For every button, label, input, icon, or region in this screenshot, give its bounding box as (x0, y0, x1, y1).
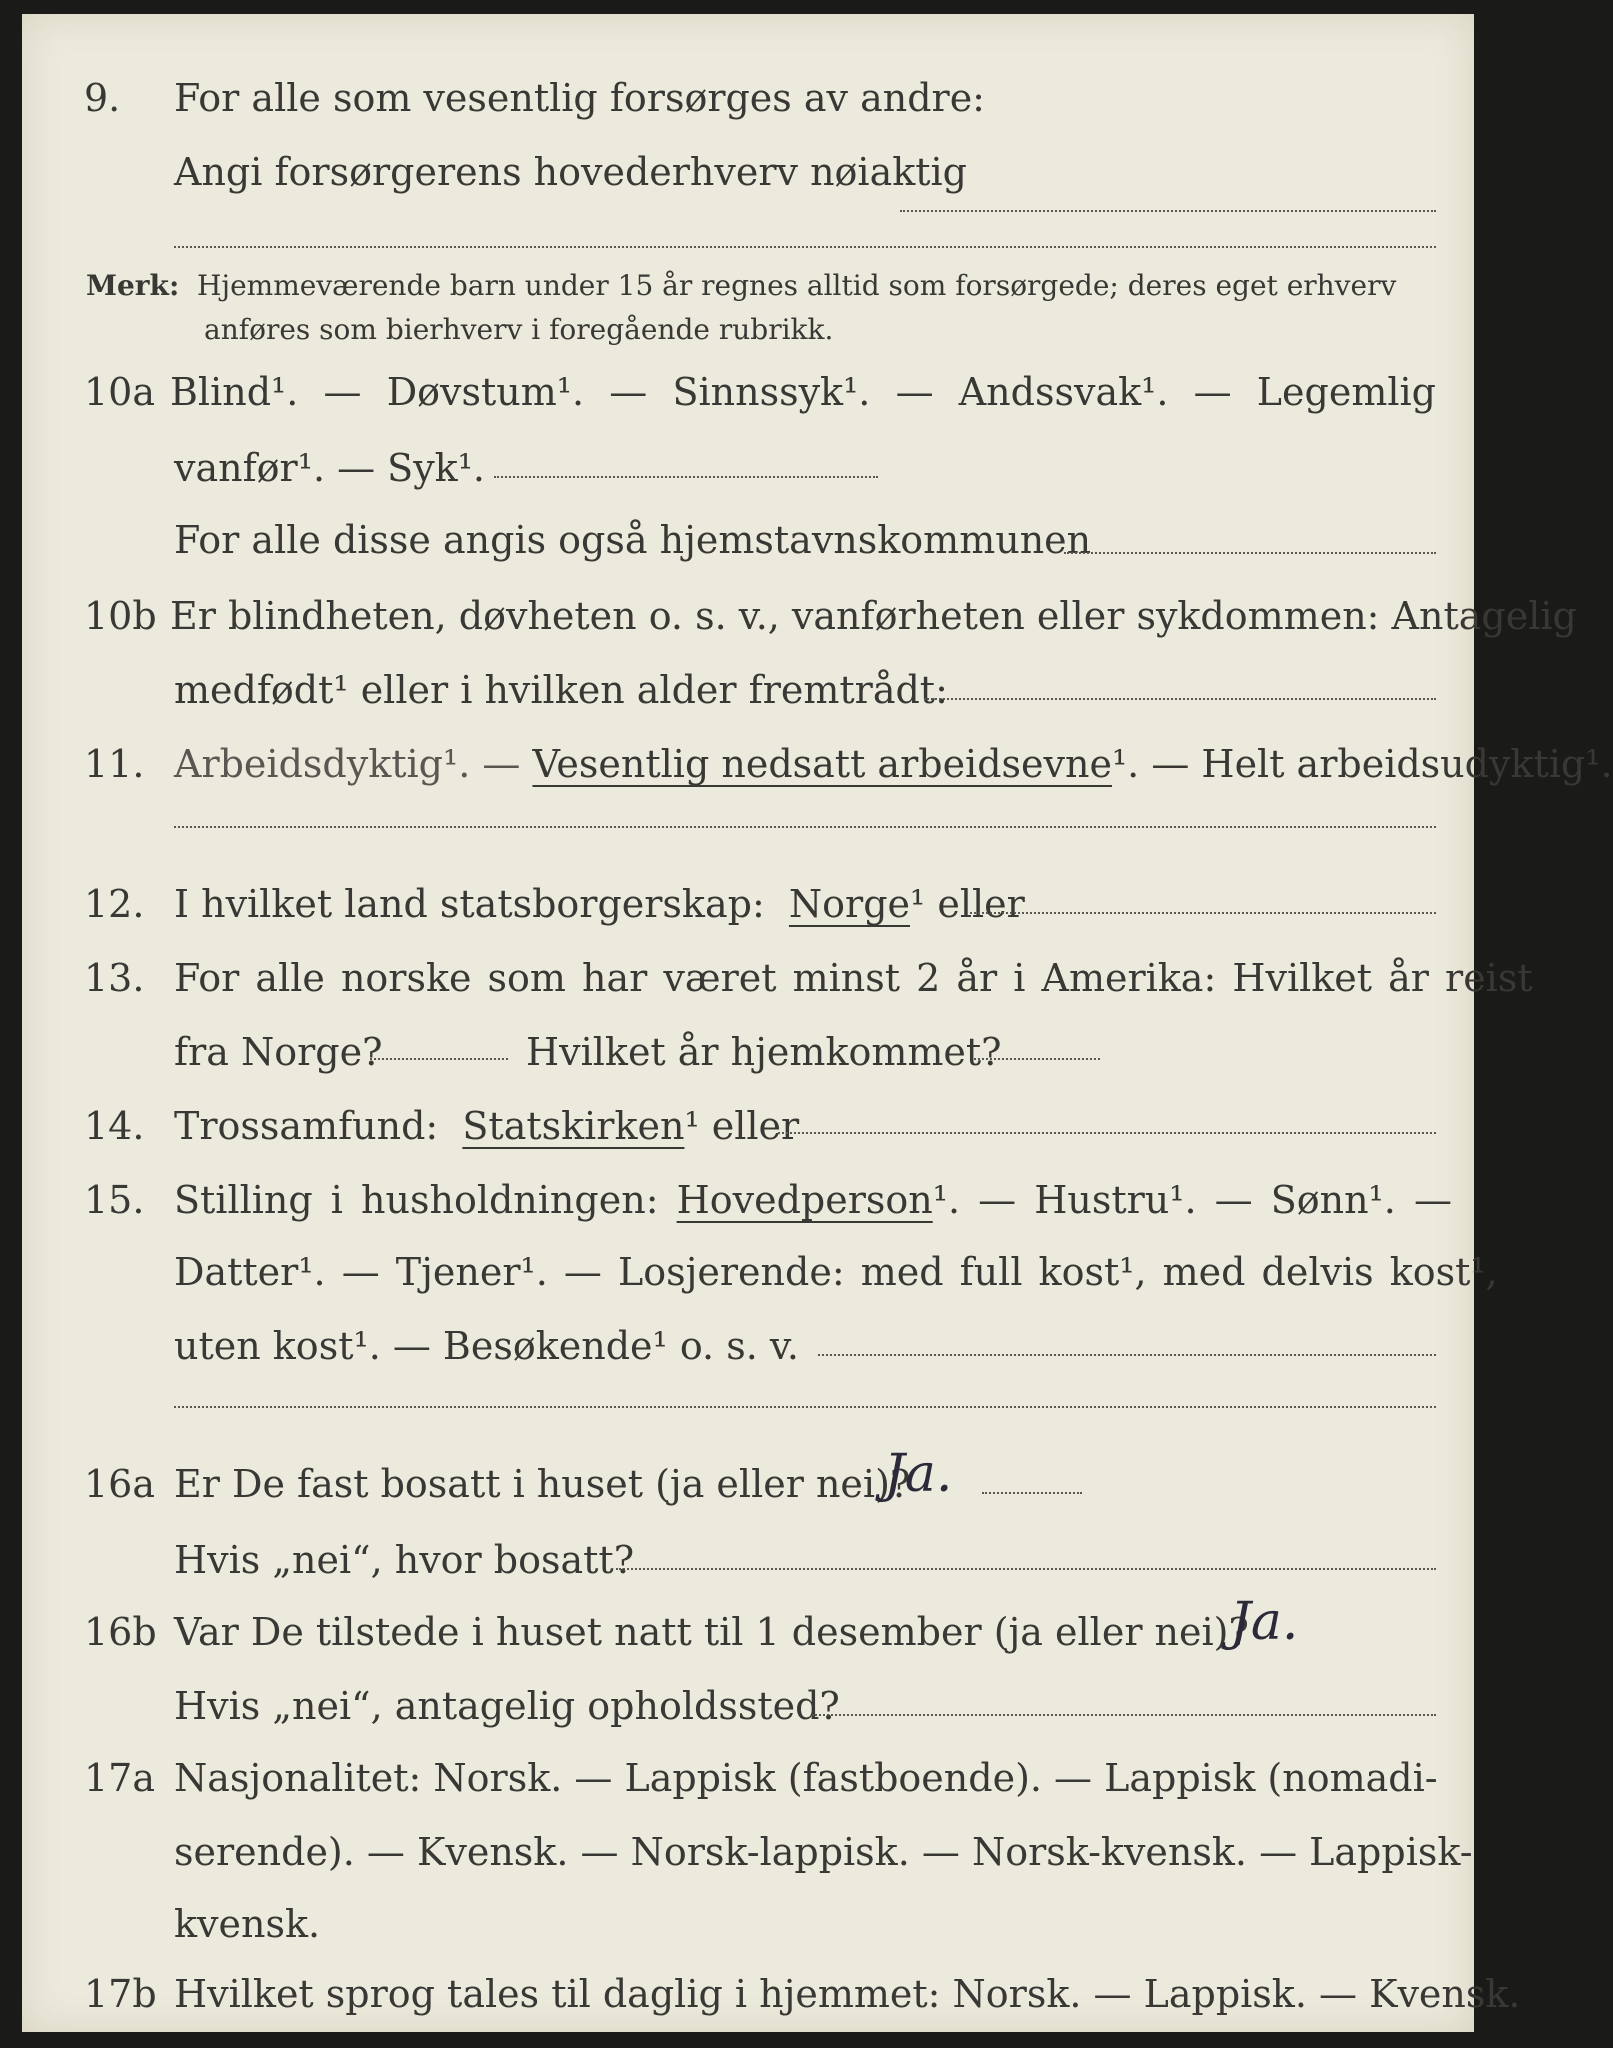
q12-number: 12. (84, 882, 145, 926)
q9-answer-line[interactable] (900, 210, 1436, 212)
q17a-line2[interactable]: serende). — Kvensk. — Norsk-lappisk. — Norsk-kvensk. — Lappisk- (174, 1830, 1473, 1874)
option-arbeidsdyktig[interactable]: Arbeidsdyktig¹. — (174, 742, 521, 786)
merk-label: Merk: (86, 269, 180, 302)
q15-number: 15. (84, 1178, 145, 1222)
q16a-number: 16a (84, 1462, 156, 1506)
option-vesentlig-nedsatt-underlined[interactable]: Vesentlig nedsatt arbeidsevne (532, 742, 1112, 786)
q9-answer-line-2[interactable] (174, 246, 1436, 248)
q10a-line2: vanfør¹. — Syk¹. (174, 446, 486, 490)
q14-eller: ¹ eller (684, 1104, 800, 1148)
q11-number: 11. (84, 742, 145, 786)
q16b-line2: Hvis „nei“, antagelig opholdssted? (174, 1684, 840, 1728)
census-form-page (22, 14, 1613, 2032)
option-helt-arbeidsudyktig[interactable]: ¹. — Helt arbeidsudyktig¹. (1111, 742, 1613, 786)
q12-question: I hvilket land statsborgerskap: (174, 882, 765, 926)
q12-line (174, 882, 1025, 926)
q12-answer-line[interactable] (970, 912, 1436, 914)
option-norge-underlined[interactable]: Norge (788, 882, 911, 926)
q14-line (174, 1104, 799, 1148)
q16a-bosatt-answer-line[interactable] (616, 1568, 1436, 1570)
option-statskirken-underlined[interactable]: Statskirken (462, 1104, 685, 1148)
q15-line2[interactable]: Datter¹. — Tjener¹. — Losjerende: med full kost¹, med delvis kost¹, (174, 1250, 1498, 1294)
q16b-line1: Var De tilstede i huset natt til 1 desember (ja eller nei)? (174, 1610, 1249, 1654)
dash: — (895, 370, 934, 414)
q15-line1 (174, 1178, 1452, 1222)
q16a-handwritten-answer[interactable]: Ja. (884, 1444, 953, 1504)
q13-hjemkommet: Hvilket år hjemkommet? (526, 1030, 1002, 1074)
merk-line2: anføres som bierhverv i foregående rubrikk. (204, 313, 834, 346)
q9-line2: Angi forsørgerens hovederhverv nøiaktig (174, 150, 968, 194)
q10a-line1 (170, 370, 1436, 414)
option-sinnssyk[interactable]: Sinnssyk¹. (672, 370, 871, 414)
q12-eller: ¹ eller (910, 882, 1025, 926)
q13-number: 13. (84, 956, 145, 1000)
q10a-hjemstavn-answer-line[interactable] (1064, 552, 1436, 554)
option-andssvak[interactable]: Andssvak¹. (958, 370, 1169, 414)
q10b-line2: medfødt¹ eller i hvilken alder fremtrådt: (174, 668, 948, 712)
q15-answer-line[interactable] (818, 1354, 1436, 1356)
option-hovedperson-underlined[interactable]: Hovedperson (676, 1178, 933, 1222)
option-blind[interactable]: Blind¹. (170, 370, 299, 414)
merk-line1: Hjemmeværende barn under 15 år regnes alltid som forsørgede; deres eget erhverv (197, 269, 1397, 302)
q17b-number: 17b (84, 1972, 157, 2016)
q10b-answer-line[interactable] (924, 698, 1436, 700)
q15-line3[interactable]: uten kost¹. — Besøkende¹ o. s. v. (174, 1324, 799, 1368)
q15-answer-line-2[interactable] (174, 1406, 1436, 1408)
option-legemlig[interactable]: Legemlig (1256, 370, 1436, 414)
dash: — (609, 370, 648, 414)
q10b-number: 10b (84, 594, 157, 638)
q17b-line1[interactable]: Hvilket sprog tales til daglig i hjemmet: Norsk. — Lappisk. — Kvensk. (174, 1972, 1521, 2016)
q17a-line1[interactable]: Nasjonalitet: Norsk. — Lappisk (fastboende). — Lappisk (nomadi- (174, 1756, 1438, 1800)
q11-answer-line[interactable] (174, 826, 1436, 828)
q17a-line3[interactable]: kvensk. (174, 1902, 321, 1946)
q10a-number: 10a (84, 370, 156, 414)
q10a-syk-answer-line[interactable] (494, 476, 878, 478)
q10b-line1: Er blindheten, døvheten o. s. v., vanførheten eller sykdommen: Antagelig (170, 594, 1577, 638)
dash: — (323, 370, 362, 414)
q16a-line2: Hvis „nei“, hvor bosatt? (174, 1538, 635, 1582)
q11-line (174, 742, 1613, 786)
q10a-line3: For alle disse angis også hjemstavnskommunen (174, 518, 1092, 562)
q13-reist-answer-line[interactable] (370, 1058, 508, 1060)
q14-answer-line[interactable] (778, 1132, 1436, 1134)
q14-number: 14. (84, 1104, 145, 1148)
q15-question: Stilling i husholdningen: (174, 1178, 659, 1222)
q16b-handwritten-answer[interactable]: Ja. (1230, 1592, 1299, 1652)
dash: — (1193, 370, 1232, 414)
q16a-line1: Er De fast bosatt i huset (ja eller nei)? (174, 1462, 911, 1506)
q13-reist: fra Norge? (174, 1030, 383, 1074)
q14-question: Trossamfund: (174, 1104, 439, 1148)
q16b-number: 16b (84, 1610, 157, 1654)
q15-options-1[interactable]: ¹. — Hustru¹. — Sønn¹. — (932, 1178, 1452, 1222)
q13-line1: For alle norske som har været minst 2 år i Amerika: Hvilket år reist (174, 956, 1533, 1000)
q17a-number: 17a (84, 1756, 156, 1800)
q16a-answer-line[interactable] (982, 1492, 1082, 1494)
q9-number: 9. (84, 76, 121, 120)
q16b-answer-line[interactable] (812, 1714, 1436, 1716)
option-dovstum[interactable]: Døvstum¹. (386, 370, 585, 414)
q9-line1: For alle som vesentlig forsørges av andre: (174, 76, 985, 120)
q13-hjemkommet-answer-line[interactable] (974, 1058, 1100, 1060)
